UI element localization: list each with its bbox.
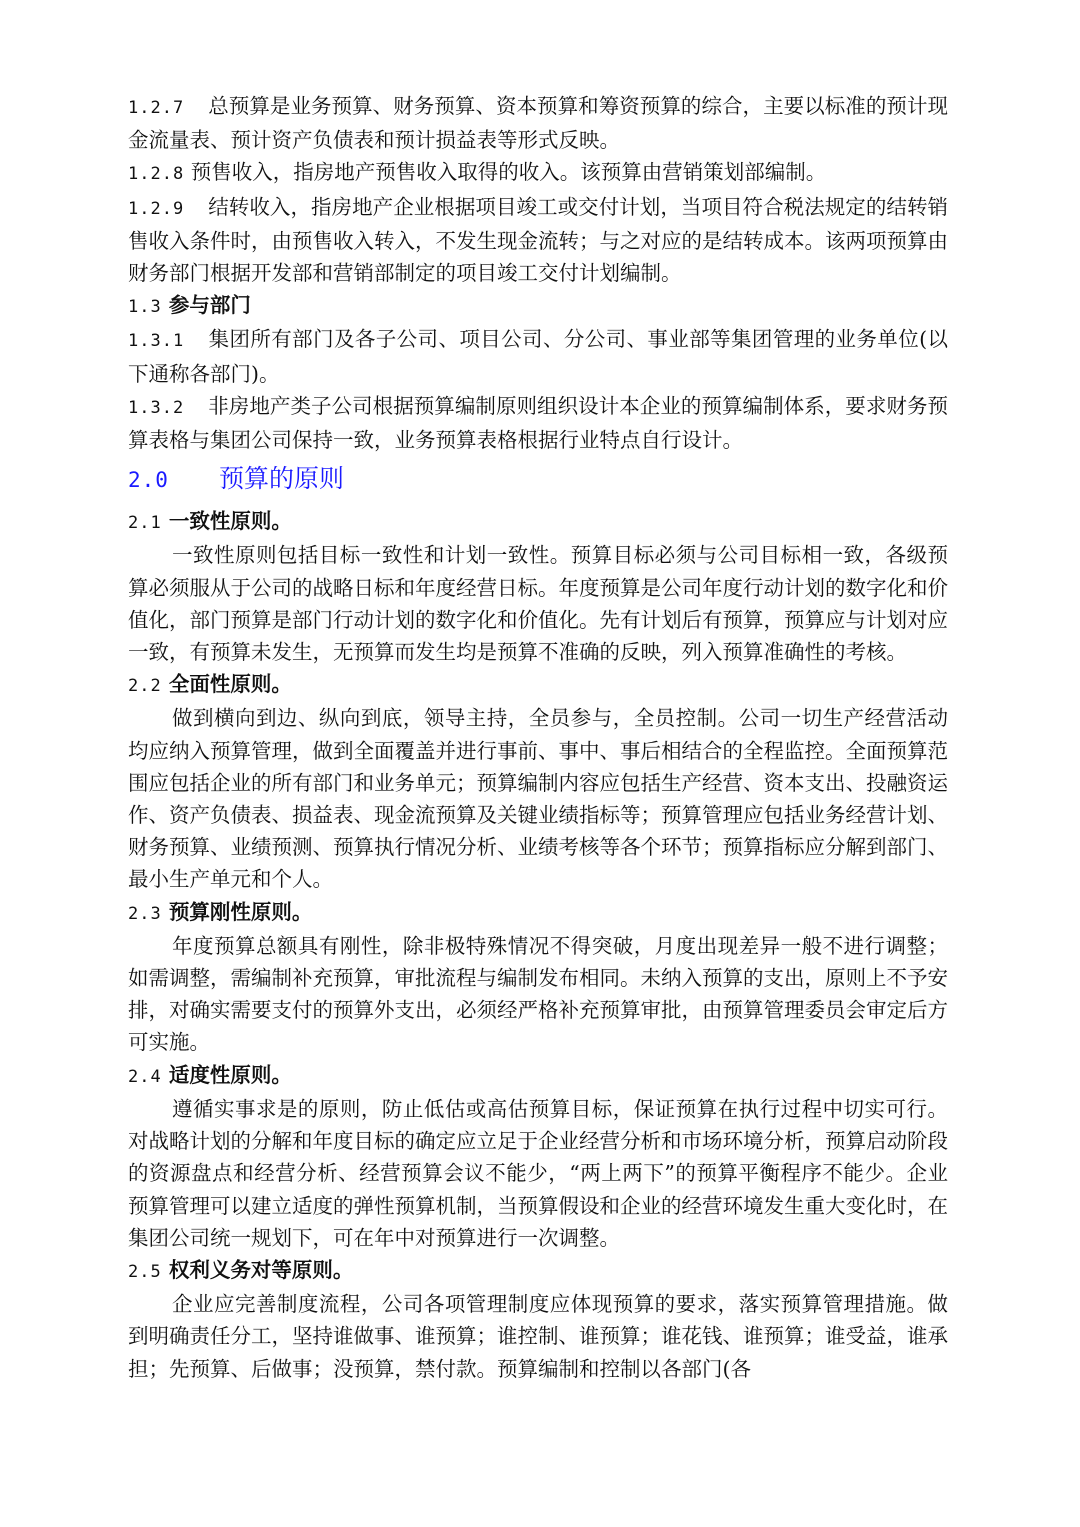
section-heading-1-3: [128, 289, 948, 323]
section-title: 一致性原则。: [168, 509, 292, 534]
clause-text: 集团所有部门及各子公司、项目公司、分公司、事业部等集团管理的业务单位(以下通称各部门)。: [128, 327, 948, 386]
clause-number: 1.2.7: [128, 98, 185, 118]
chapter-heading-2-0: [128, 462, 948, 497]
chapter-title: 预算的原则: [218, 464, 344, 494]
clause-number: 1.3.2: [128, 397, 185, 418]
section-body-2-4: 遵循实事求是的原则，防止低估或高估预算目标，保证预算在执行过程中切实可行。对战略计划的分解和年度目标的确定应立足于企业经营分析和市场环境分析，预算启动阶段的资源盘点和经营分析、经营预算会议不能少，“两上两下”的预算平衡程序不能少。企业预算管理可以建立适度的弹性预算机制，当预算假设和企业的经营环境发生重大变化时，在集团公司统一规划下，可在年中对预算进行一次调整。: [128, 1096, 948, 1250]
clause-number: 1.3.1: [128, 331, 185, 352]
section-heading-2-5: [128, 1254, 948, 1288]
clause-number: 1.2.8: [128, 164, 185, 185]
section-heading-2-1: [128, 505, 948, 539]
section-title: 权利义务对等原则。: [168, 1257, 354, 1282]
section-heading-2-2: [128, 668, 948, 702]
section-title: 预算刚性原则。: [168, 899, 313, 924]
section-number: 2.4: [128, 1066, 162, 1087]
section-body-2-2: 做到横向到边、纵向到底，领导主持，全员参与，全员控制。公司一切生产经营活动均应纳入预算管理，做到全面覆盖并进行事前、事中、事后相结合的全程监控。全面预算范围应包括企业的所有部门和业务单元；预算编制内容应包括生产经营、资本支出、投融资运作、资产负债表、损益表、现金流预算及关键业绩指标等；预算管理应包括业务经营计划、财务预算、业绩预测、预算执行情况分析、业绩考核等各个环节；预算指标应分解到部门、最小生产单元和个人。: [128, 706, 948, 892]
clause-1-2-8: [128, 156, 948, 190]
section-number: 1.3: [128, 297, 162, 318]
section-number: 2.3: [128, 903, 162, 924]
clause-text: 非房地产类子公司根据预算编制原则组织设计本企业的预算编制体系，要求财务预算表格与集团公司保持一致，业务预算表格根据行业特点自行设计。: [128, 393, 948, 453]
clause-text: 结转收入，指房地产企业根据项目竣工或交付计划，当项目符合税法规定的结转销售收入条件时，由预售收入转入，不发生现金流转；与之对应的是结转成本。该两项预算由财务部门根据开发部和营销部制定的项目竣工交付计划编制。: [128, 194, 948, 286]
section-title: 全面性原则。: [168, 672, 292, 697]
section-title: 参与部门: [168, 293, 251, 318]
clause-1-2-7: [128, 90, 948, 156]
clause-text: 总预算是业务预算、财务预算、资本预算和筹资预算的综合，主要以标准的预计现金流量表、预计资产负债表和预计损益表等形式反映。: [128, 94, 948, 153]
document-page: [128, 90, 948, 1385]
clause-1-2-9: [128, 191, 948, 290]
section-body-2-1: 一致性原则包括目标一致性和计划一致性。预算目标必须与公司目标相一致，各级预算必须服从于公司的战略日标和年度经营日标。年度预算是公司年度行动计划的数字化和价值化，部门预算是部门行动计划的数字化和价值化。先有计划后有预算，预算应与计划对应一致，有预算未发生，无预算而发生均是预算不准确的反映，列入预算准确性的考核。: [128, 543, 948, 665]
section-body-2-3: 年度预算总额具有刚性，除非极特殊情况不得突破，月度出现差异一般不进行调整；如需调整，需编制补充预算，审批流程与编制发布相同。未纳入预算的支出，原则上不予安排，对确实需要支付的预算外支出，必须经严格补充预算审批，由预算管理委员会审定后方可实施。: [128, 933, 948, 1055]
chapter-number: 2.0: [128, 468, 169, 493]
section-number: 2.5: [128, 1261, 162, 1282]
clause-1-3-1: [128, 323, 948, 389]
section-title: 适度性原则。: [168, 1062, 292, 1087]
clause-number: 1.2.9: [128, 198, 185, 219]
clause-1-3-2: [128, 390, 948, 456]
section-heading-2-4: [128, 1059, 948, 1093]
section-number: 2.2: [128, 676, 162, 697]
section-heading-2-3: [128, 896, 948, 930]
section-body-2-5: 企业应完善制度流程，公司各项管理制度应体现预算的要求，落实预算管理措施。做到明确责任分工，坚持谁做事、谁预算；谁控制、谁预算；谁花钱、谁预算；谁受益，谁承担；先预算、后做事；没预算，禁付款。预算编制和控制以各部门(各: [128, 1292, 948, 1381]
clause-text: 预售收入，指房地产预售收入取得的收入。该预算由营销策划部编制。: [190, 160, 827, 185]
section-number: 2.1: [128, 513, 162, 534]
